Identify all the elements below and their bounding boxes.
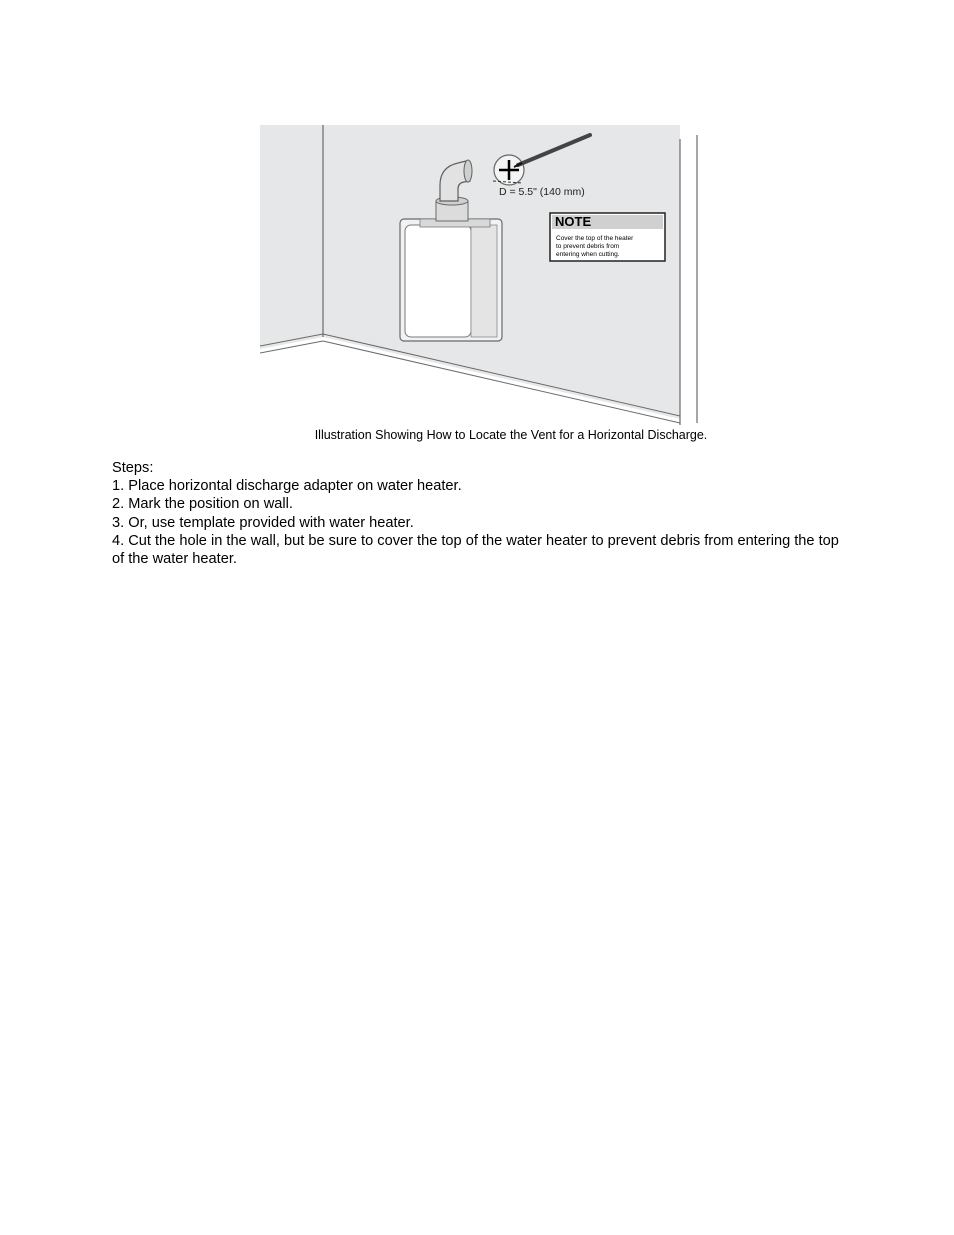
- water-heater-side: [471, 225, 497, 337]
- steps-heading: Steps:: [112, 460, 154, 476]
- vent-location-illustration: [260, 125, 700, 427]
- illustration-drawing: [260, 125, 700, 427]
- note-line-3: entering when cutting.: [556, 251, 620, 258]
- step-1: 1. Place horizontal discharge adapter on water heater.: [112, 478, 462, 495]
- note-line-1: Cover the top of the heater: [556, 235, 634, 242]
- step-4: 4. Cut the hole in the wall, but be sure to cover the top of the water heater to prevent debris from entering the top of the water heater.: [112, 532, 839, 568]
- vent-elbow-opening: [464, 160, 472, 182]
- steps-section: [112, 459, 852, 568]
- figure-caption: Illustration Showing How to Locate the Vent for a Horizontal Discharge.: [314, 428, 708, 442]
- right-wall-edge: [680, 135, 698, 427]
- water-heater-front-panel: [405, 225, 471, 337]
- note-title: NOTE: [555, 214, 592, 229]
- step-3: 3. Or, use template provided with water heater.: [112, 514, 414, 531]
- step-2: 2. Mark the position on wall.: [112, 496, 293, 513]
- note-line-2: to prevent debris from: [556, 243, 620, 250]
- dimension-label: D = 5.5" (140 mm): [499, 186, 585, 198]
